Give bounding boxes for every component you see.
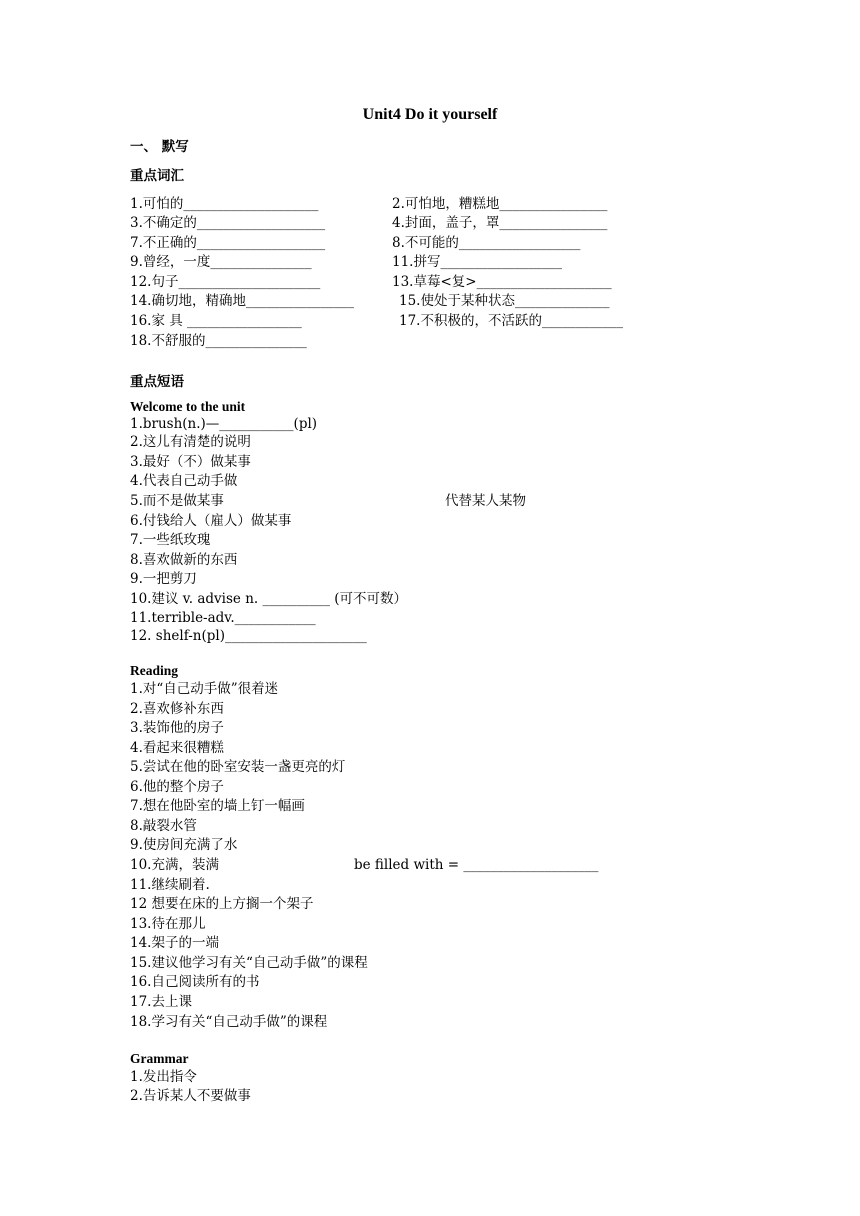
welcome-item: 4.代表自己动手做 (130, 473, 238, 489)
vocab-item: 18.不舒服的_______________ (130, 333, 307, 349)
vocab-heading: 重点词汇 (130, 168, 184, 184)
welcome-side-note: 代替某人某物 (445, 493, 526, 509)
vocab-item: 3.不确定的___________________ (130, 215, 326, 231)
reading-item: 4.看起来很糟糕 (130, 740, 224, 756)
vocab-item: 8.不可能的__________________ (392, 235, 581, 251)
vocab-item: 13.草莓<复>____________________ (392, 274, 612, 290)
reading-item: 7.想在他卧室的墙上钉一幅画 (130, 798, 305, 814)
reading-item: 2.喜欢修补东西 (130, 701, 224, 717)
page-title: Unit4 Do it yourself (362, 106, 498, 123)
welcome-item: 7.一些纸玫瑰 (130, 532, 211, 548)
vocab-item: 14.确切地，精确地________________ (130, 293, 354, 309)
welcome-item: 9.一把剪刀 (130, 571, 197, 587)
welcome-item: 3.最好（不）做某事 (130, 454, 251, 470)
reading-item: 17.去上课 (130, 994, 192, 1010)
reading-side-note: be filled with = ____________________ (354, 857, 599, 873)
reading-item: 1.对“自己动手做”很着迷 (130, 681, 279, 697)
vocab-item: 16.家 具 _________________ (130, 313, 302, 329)
reading-item: 13.待在那儿 (130, 916, 206, 932)
reading-item: 18.学习有关“自己动手做”的课程 (130, 1014, 328, 1030)
welcome-item: 8.喜欢做新的东西 (130, 552, 238, 568)
grammar-item: 2.告诉某人不要做事 (130, 1088, 251, 1104)
reading-item: 14.架子的一端 (130, 935, 219, 951)
welcome-item: 10.建议 v. advise n. __________ (可不可数） (130, 591, 408, 607)
welcome-item: 2.这儿有清楚的说明 (130, 434, 251, 450)
vocab-item: 17.不积极的，不活跃的____________ (399, 313, 623, 329)
reading-item: 5.尝试在他的卧室安装一盏更亮的灯 (130, 759, 346, 775)
reading-item: 10.充满，装满 (130, 857, 219, 873)
reading-item: 11.继续刷着. (130, 877, 210, 893)
welcome-item: 11.terrible-adv.____________ (130, 610, 316, 626)
vocab-item: 12.句子_____________________ (130, 274, 321, 290)
vocab-item: 4.封面，盖子，罩________________ (392, 215, 608, 231)
grammar-item: 1.发出指令 (130, 1069, 197, 1085)
reading-heading: Reading (130, 663, 179, 678)
vocab-item: 7.不正确的___________________ (130, 235, 326, 251)
welcome-item: 6.付钱给人（雇人）做某事 (130, 513, 292, 529)
vocab-item: 9.曾经，一度_______________ (130, 254, 312, 270)
vocab-item: 15.使处于某种状态______________ (399, 293, 610, 309)
reading-item: 3.装饰他的房子 (130, 720, 224, 736)
reading-item: 8.敲裂水管 (130, 818, 197, 834)
reading-item: 12 想要在床的上方搁一个架子 (130, 896, 314, 912)
vocab-item: 1.可怕的____________________ (130, 196, 319, 212)
phrases-heading: 重点短语 (130, 374, 184, 390)
reading-item: 16.自己阅读所有的书 (130, 974, 260, 990)
vocab-item: 2.可怕地，糟糕地________________ (392, 196, 608, 212)
welcome-item: 5.而不是做某事 (130, 493, 224, 509)
reading-item: 15.建议他学习有关“自己动手做”的课程 (130, 955, 368, 971)
welcome-heading: Welcome to the unit (130, 399, 246, 414)
reading-item: 9.使房间充满了水 (130, 837, 238, 853)
welcome-item: 12. shelf-n(pl)_____________________ (130, 628, 367, 644)
reading-item: 6.他的整个房子 (130, 779, 224, 795)
vocab-item: 11.拼写__________________ (392, 254, 562, 270)
section-heading-dictation: 一、 默写 (130, 139, 189, 155)
grammar-heading: Grammar (130, 1051, 189, 1066)
welcome-item: 1.brush(n.)—___________(pl) (130, 416, 318, 432)
